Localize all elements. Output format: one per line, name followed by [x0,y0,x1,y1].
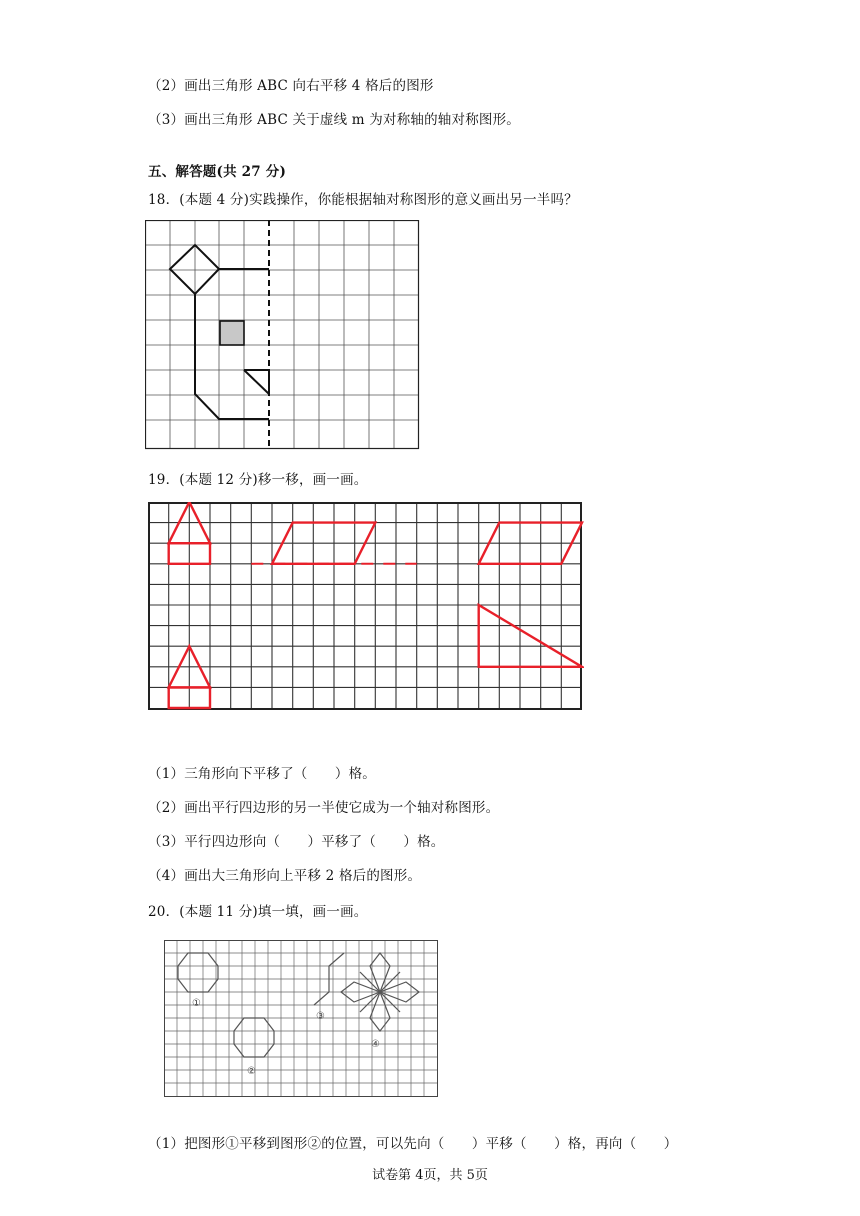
section-title: 五、解答题(共 27 分) [148,164,287,180]
q19-item-1: （1）三角形向下平移了（ ）格。 [148,766,376,782]
q17-item-3: （3）画出三角形 ABC 关于虚线 m 为对称轴的轴对称图形。 [148,112,521,128]
q20-item-1: （1）把图形①平移到图形②的位置，可以先向（ ）平移（ ）格，再向（ ） [148,1136,678,1152]
q20-label-3: ③ [316,1011,325,1022]
q20-label-2: ② [247,1066,256,1077]
q19-item-3: （3）平行四边形向（ ）平移了（ ）格。 [148,834,445,850]
q19-item-2: （2）画出平行四边形的另一半使它成为一个轴对称图形。 [148,800,500,816]
q18-gray-square [220,321,244,345]
q20-label-1: ① [192,998,201,1009]
q19-item-4: （4）画出大三角形向上平移 2 格后的图形。 [148,868,422,884]
q20-grid-figure [164,940,442,1102]
q19-grid-lines [148,502,582,708]
q20-grid-lines [164,940,437,1096]
q19-large-triangle [479,605,582,667]
q19-grid-figure [148,502,584,714]
q20-shape-1 [178,953,218,992]
q18-text: 18．(本题 4 分)实践操作，你能根据轴对称图形的意义画出另一半吗？ [148,192,578,208]
q20-label-4: ④ [371,1039,380,1050]
q18-grid-figure [145,220,421,452]
page-footer: 试卷第 4页，共 5页 [372,1168,488,1183]
q17-item-2: （2）画出三角形 ABC 向右平移 4 格后的图形 [148,78,434,94]
q20-text: 20．(本题 11 分)填一填，画一画。 [148,904,368,920]
q19-text: 19．(本题 12 分)移一移，画一画。 [148,472,368,488]
